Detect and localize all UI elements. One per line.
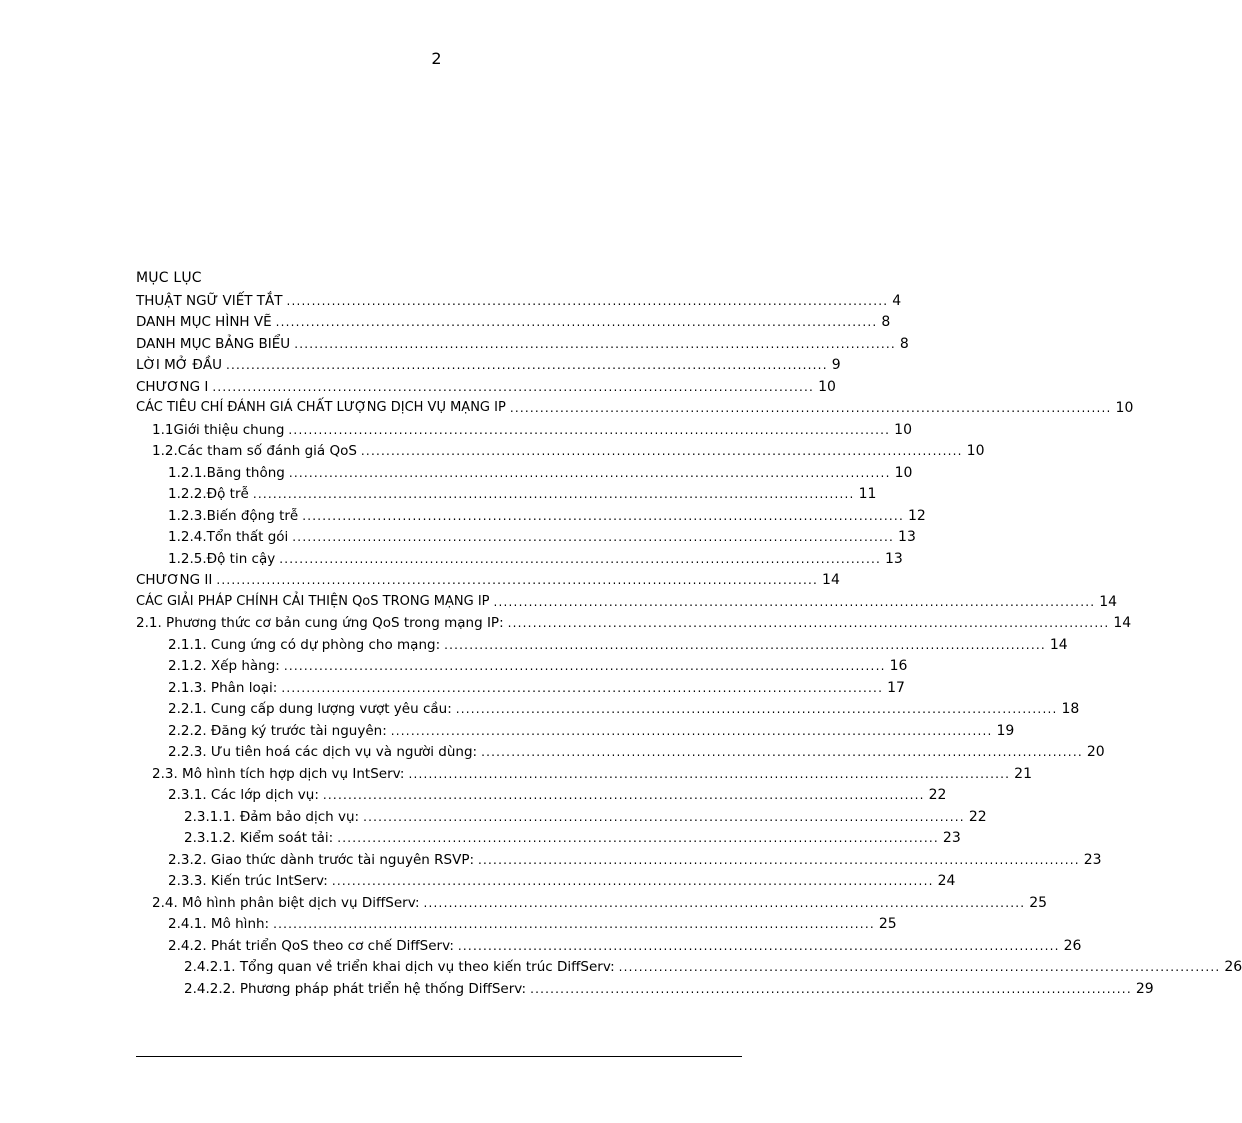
toc-leader-dots: ........................................................................................................................	[288, 466, 891, 480]
toc-entry[interactable]	[136, 611, 1132, 631]
toc-entry[interactable]	[152, 891, 1048, 911]
toc-entry-page: 20	[1086, 744, 1105, 760]
toc-entry[interactable]	[184, 805, 987, 825]
toc-leader-dots: ........................................................................................................................	[507, 616, 1110, 630]
toc-leader-dots: ........................................................................................................................	[279, 552, 881, 566]
toc-entry-label: 2.3.1.1. Đảm bảo dịch vụ:	[184, 809, 360, 825]
toc-entry-label: 2.1.2. Xếp hàng:	[168, 658, 280, 674]
toc-entry-page: 25	[878, 916, 897, 932]
toc-entry-label: 2.4. Mô hình phân biệt dịch vụ DiffServ:	[152, 895, 420, 911]
toc-leader-dots: ........................................................................................................................	[363, 810, 965, 824]
toc-entry-label: Các tham số đánh giá QoS	[177, 443, 357, 459]
toc-entry-label: CHƯƠNG II	[136, 572, 213, 588]
toc-entry-page: 8	[881, 314, 891, 330]
toc-entry-number: 1.2.4.	[168, 529, 207, 545]
toc-entry-page: 8	[899, 336, 909, 352]
toc-entry-label: 2.3.3. Kiến trúc IntServ:	[168, 873, 328, 889]
toc-entry-page: 22	[968, 809, 987, 825]
toc-entry-page: 18	[1061, 701, 1080, 717]
toc-entry-page: 14	[822, 572, 840, 588]
toc-entry[interactable]	[184, 826, 961, 846]
toc-entry-number: 1.2.3.	[168, 508, 207, 524]
toc-entry-label: 2.4.2.1. Tổng quan về triển khai dịch vụ theo kiến trúc DiffServ:	[184, 959, 615, 975]
toc-entry-page: 25	[1029, 895, 1048, 911]
footer-divider	[136, 1056, 742, 1057]
toc-entry-page: 26	[1063, 938, 1082, 954]
toc-entry-label: 2.3.1. Các lớp dịch vụ:	[168, 787, 319, 803]
toc-leader-dots: ........................................................................................................................	[481, 745, 1083, 759]
toc-leader-dots: ........................................................................................................................	[292, 530, 895, 544]
toc-entry[interactable]	[168, 633, 1068, 653]
toc-leader-dots: ........................................................................................................................	[322, 788, 925, 802]
toc-entry-label: DANH MỤC BẢNG BIỂU	[136, 336, 291, 352]
toc-leader-dots: ........................................................................................................................	[294, 337, 896, 351]
toc-entry-page: 22	[928, 787, 947, 803]
toc-leader-dots: ........................................................................................................................	[225, 358, 828, 372]
toc-entry-page: 11	[858, 486, 877, 502]
toc-entry[interactable]	[136, 375, 836, 395]
toc-leader-dots: ........................................................................................................................	[288, 423, 891, 437]
toc-leader-dots: ........................................................................................................................	[273, 917, 875, 931]
toc-entry-page: 24	[937, 873, 956, 889]
toc-leader-dots: ........................................................................................................................	[390, 724, 993, 738]
toc-entry[interactable]	[168, 504, 926, 524]
toc-entry[interactable]	[152, 418, 912, 438]
toc-entry-page: 4	[892, 293, 902, 309]
toc-entry-label: Độ trễ	[206, 486, 249, 502]
toc-entry[interactable]	[136, 396, 1134, 416]
toc-entry[interactable]	[152, 439, 985, 459]
toc-entry[interactable]	[168, 912, 897, 932]
toc-entry[interactable]	[136, 590, 1118, 610]
toc-entry-label: CÁC GIẢI PHÁP CHÍNH CẢI THIỆN QoS TRONG MẠNG IP	[136, 594, 490, 609]
toc-entry[interactable]	[168, 740, 1105, 760]
page-number: 2	[431, 49, 442, 68]
toc-leader-dots: ........................................................................................................................	[360, 444, 963, 458]
toc-leader-dots: ........................................................................................................................	[212, 380, 815, 394]
toc-entry-label: 2.3. Mô hình tích hợp dịch vụ IntServ:	[152, 766, 405, 782]
toc-entry[interactable]	[168, 654, 908, 674]
toc-entry-page: 10	[894, 422, 912, 438]
toc-leader-dots: ........................................................................................................................	[455, 702, 1058, 716]
toc-entry-label: DANH MỤC HÌNH VẼ	[136, 314, 272, 330]
toc-leader-dots: ........................................................................................................................	[337, 831, 939, 845]
toc-entry-label: CHƯƠNG I	[136, 379, 209, 395]
toc-entry-label: Băng thông	[206, 465, 285, 481]
toc-entry-label: LỜI MỞ ĐẦU	[136, 357, 222, 373]
toc-entry[interactable]	[168, 676, 905, 696]
toc-entry-page: 13	[898, 529, 916, 545]
toc-entry-page: 10	[894, 465, 913, 481]
toc-entry-page: 12	[907, 508, 926, 524]
toc-entry[interactable]	[168, 934, 1082, 954]
toc-entry[interactable]	[184, 977, 1154, 997]
toc-leader-dots: ........................................................................................................................	[478, 853, 1080, 867]
toc-entry-page: 23	[1083, 852, 1102, 868]
toc-entry-label: 2.2.1. Cung cấp dung lượng vượt yêu cầu:	[168, 701, 452, 717]
toc-leader-dots: ........................................................................................................................	[283, 659, 886, 673]
toc-entry-page: 29	[1135, 981, 1154, 997]
toc-entry[interactable]	[168, 547, 903, 567]
toc-entry-page: 16	[889, 658, 908, 674]
toc-leader-dots: ........................................................................................................................	[444, 638, 1046, 652]
toc-entry[interactable]	[168, 525, 916, 545]
toc-leader-dots: ........................................................................................................................	[302, 509, 904, 523]
toc-entry-label: 2.1. Phương thức cơ bản cung ứng QoS trong mạng IP:	[136, 615, 504, 631]
toc-entry[interactable]	[168, 482, 877, 502]
toc-entry-number: 1.1	[152, 422, 174, 438]
toc-entry[interactable]	[168, 461, 913, 481]
toc-entry-label: 2.3.1.2. Kiểm soát tải:	[184, 830, 334, 846]
toc-leader-dots: ........................................................................................................................	[216, 573, 819, 587]
toc-entry[interactable]	[136, 568, 840, 588]
toc-entry-label: THUẬT NGỮ VIẾT TẮT	[136, 293, 283, 309]
toc-leader-dots: ........................................................................................................................	[331, 874, 934, 888]
toc-title: MỤC LỤC	[136, 270, 202, 286]
toc-entry[interactable]	[184, 955, 1242, 975]
toc-leader-dots: ........................................................................................................................	[423, 896, 1026, 910]
toc-entry-page: 26	[1224, 959, 1242, 975]
toc-leader-dots: ........................................................................................................................	[530, 982, 1132, 996]
toc-entry[interactable]	[136, 332, 909, 352]
toc-entry-label: 2.2.2. Đăng ký trước tài nguyên:	[168, 723, 387, 739]
toc-entry-label: Giới thiệu chung	[173, 422, 285, 438]
toc-entry-label: 2.4.1. Mô hình:	[168, 916, 270, 932]
toc-entry-page: 17	[887, 680, 905, 696]
toc-entry-label: Biến động trễ	[206, 508, 299, 524]
toc-entry-number: 1.2.2.	[168, 486, 207, 502]
toc-entry-page: 21	[1014, 766, 1032, 782]
toc-entry-label: 2.3.2. Giao thức dành trước tài nguyên RSVP:	[168, 852, 475, 868]
toc-leader-dots: ........................................................................................................................	[509, 401, 1112, 415]
toc-entry-page: 10	[1115, 400, 1134, 416]
toc-entry-label: 2.1.3. Phân loại:	[168, 680, 278, 696]
toc-leader-dots: ........................................................................................................................	[286, 294, 889, 308]
toc-entry-page: 14	[1049, 637, 1068, 653]
toc-entry-page: 23	[942, 830, 961, 846]
toc-entry-label: 2.2.3. Ưu tiên hoá các dịch vụ và người dùng:	[168, 744, 478, 760]
toc-leader-dots: ........................................................................................................................	[275, 315, 878, 329]
toc-entry[interactable]	[168, 697, 1080, 717]
toc-entry-page: 14	[1113, 615, 1132, 631]
toc-entry-page: 10	[818, 379, 836, 395]
toc-entry-page: 14	[1099, 594, 1118, 610]
toc-entry-label: CÁC TIÊU CHÍ ĐÁNH GIÁ CHẤT LƯỢNG DỊCH VỤ MẠNG IP	[136, 400, 506, 415]
toc-entry-number: 1.2.1.	[168, 465, 207, 481]
toc-leader-dots: ........................................................................................................................	[493, 595, 1096, 609]
toc-leader-dots: ........................................................................................................................	[408, 767, 1011, 781]
toc-entry[interactable]	[136, 310, 891, 330]
toc-entry-label: Độ tin cậy	[206, 551, 276, 567]
toc-entry-number: 1.2.	[152, 443, 178, 459]
toc-entry[interactable]	[136, 353, 841, 373]
toc-entry-number: 1.2.5.	[168, 551, 207, 567]
toc-entry-page: 19	[996, 723, 1015, 739]
toc-entry[interactable]	[136, 289, 902, 309]
toc-entry-label: 2.4.2. Phát triển QoS theo cơ chế DiffServ:	[168, 938, 454, 954]
toc-entry-label: 2.4.2.2. Phương pháp phát triển hệ thống DiffServ:	[184, 981, 527, 997]
toc-entry[interactable]	[168, 783, 947, 803]
toc-entry[interactable]	[168, 869, 956, 889]
toc-leader-dots: ........................................................................................................................	[457, 939, 1060, 953]
toc-entry[interactable]	[168, 719, 1015, 739]
toc-entry-page: 10	[966, 443, 985, 459]
toc-entry-page: 9	[831, 357, 841, 373]
toc-entry-label: Tổn thất gói	[206, 529, 289, 545]
toc-entry-label: 2.1.1. Cung ứng có dự phòng cho mạng:	[168, 637, 441, 653]
toc-entry[interactable]	[152, 762, 1032, 782]
toc-leader-dots: ........................................................................................................................	[281, 681, 884, 695]
toc-leader-dots: ........................................................................................................................	[252, 487, 855, 501]
toc-leader-dots: ........................................................................................................................	[618, 960, 1221, 974]
toc-entry-page: 13	[884, 551, 903, 567]
toc-entry[interactable]	[168, 848, 1102, 868]
